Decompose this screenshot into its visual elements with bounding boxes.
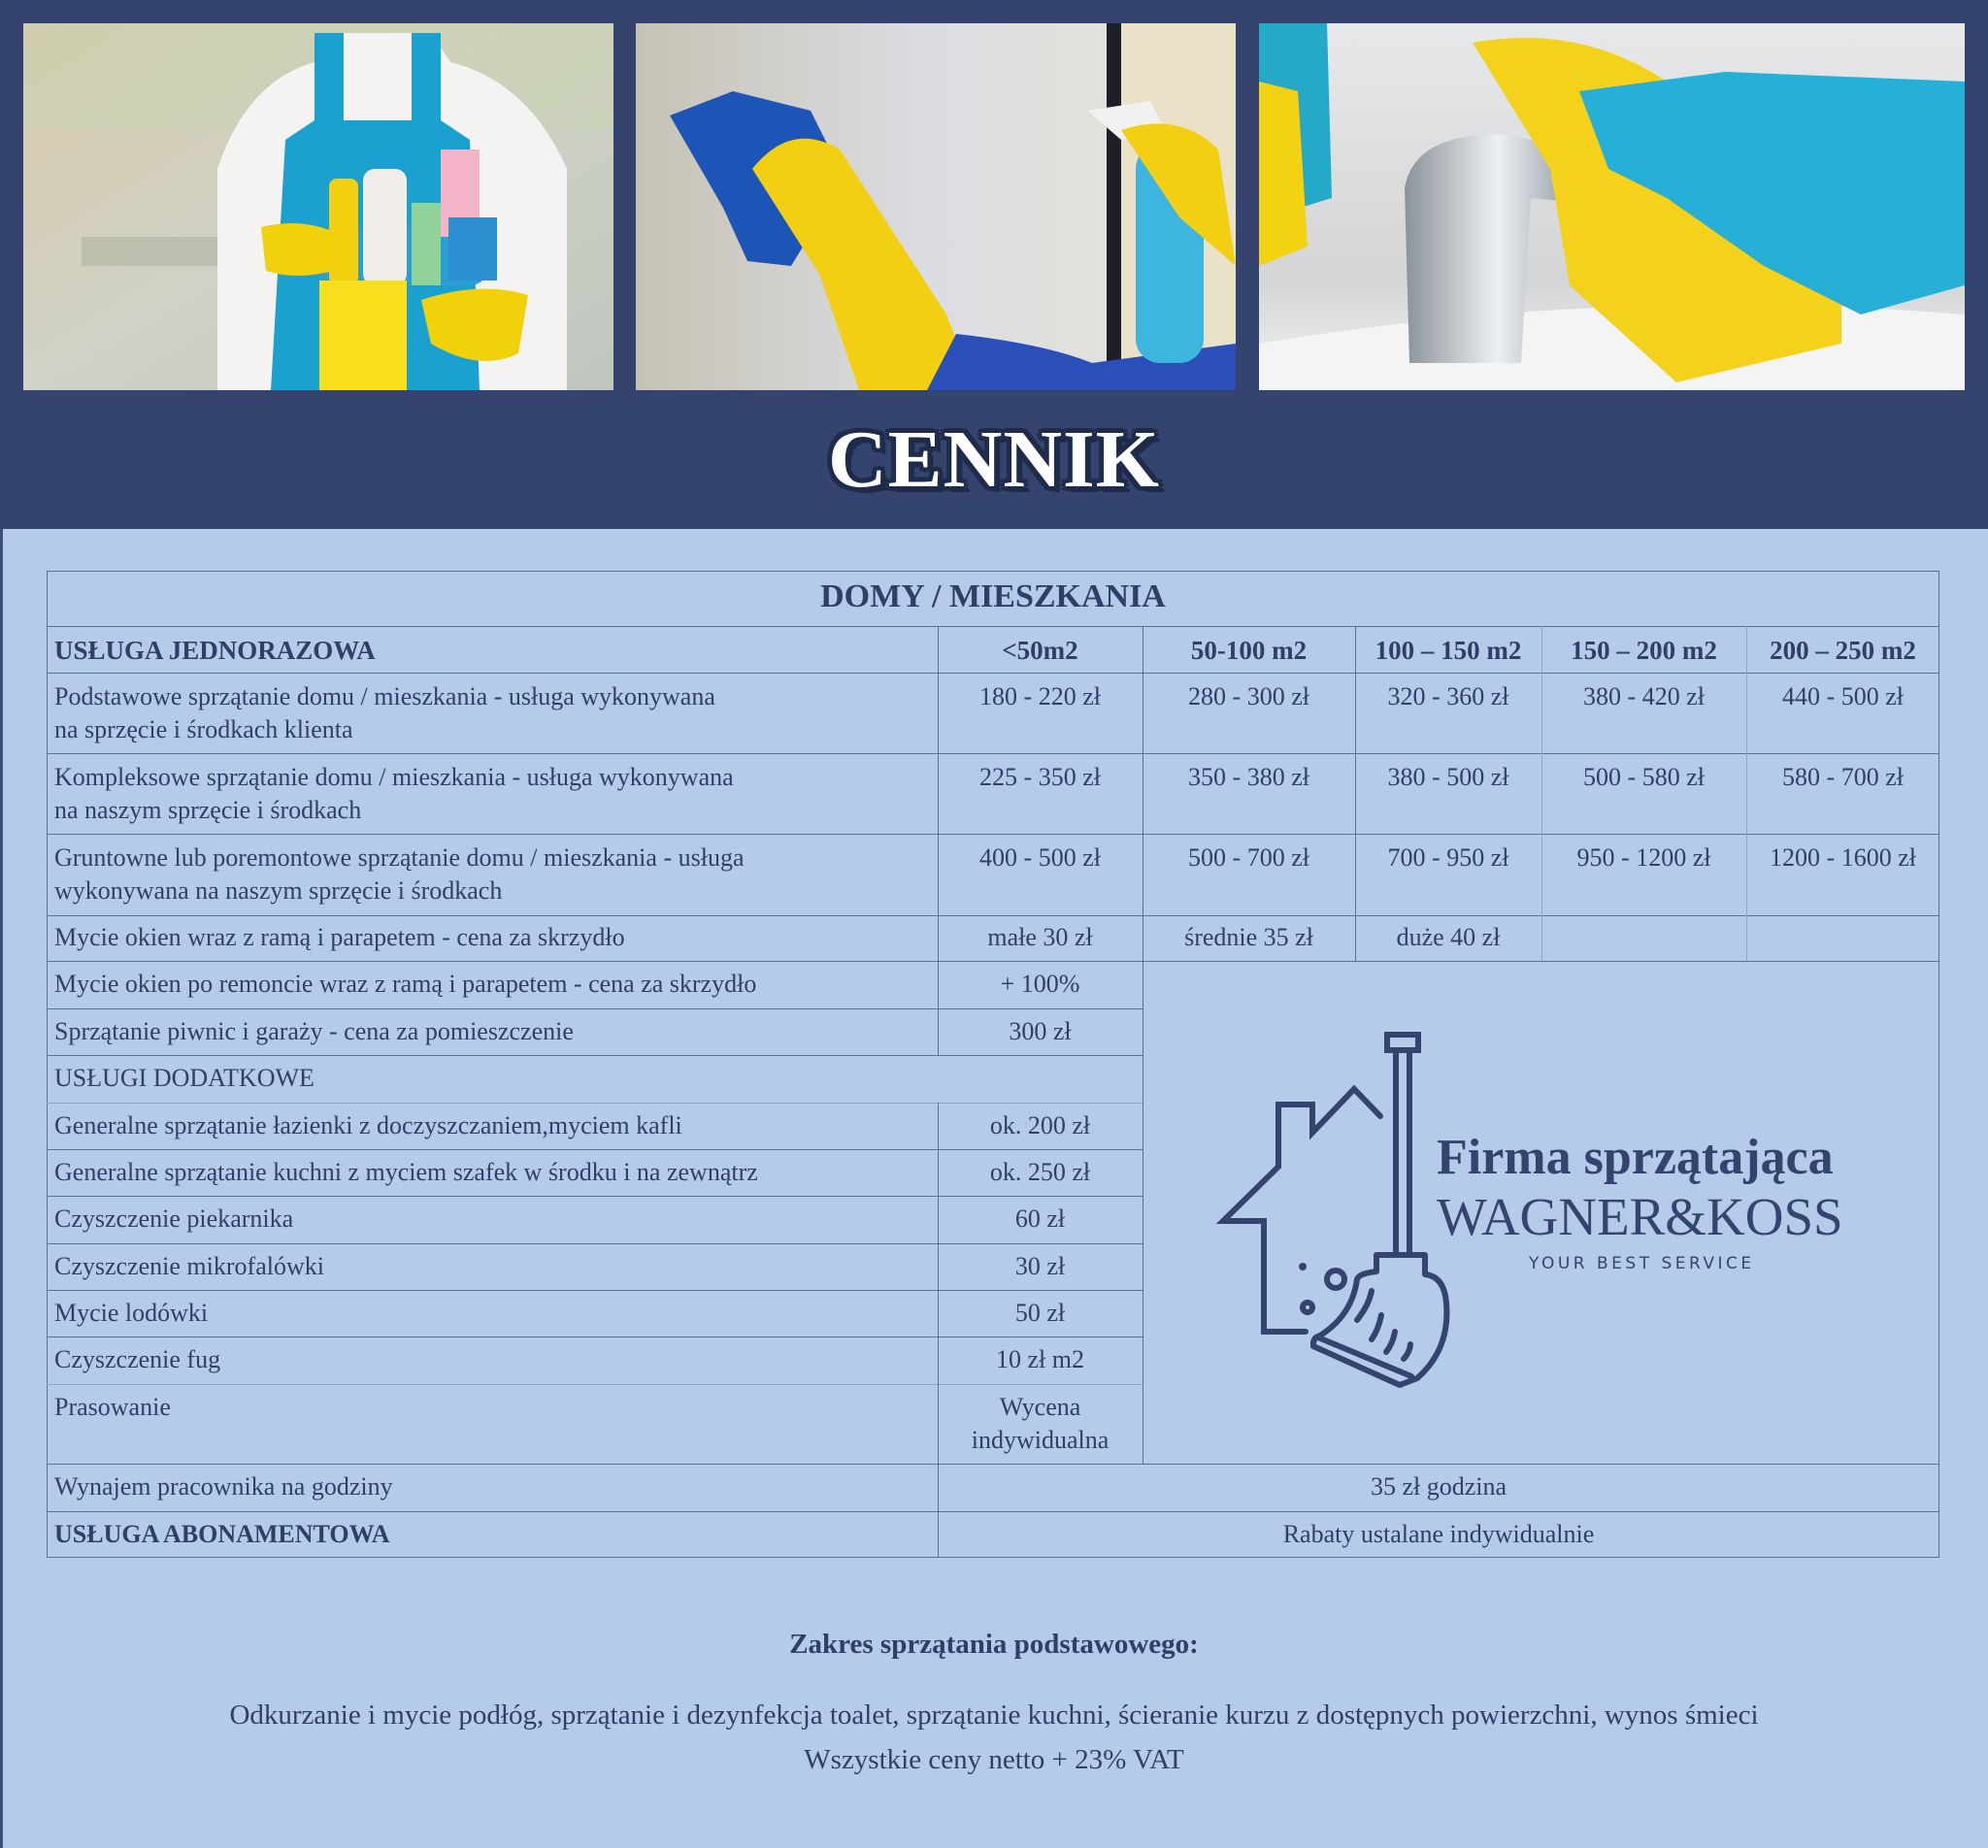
- price-cell: 280 - 300 zł: [1188, 682, 1309, 710]
- logo-company-name: WAGNER&KOSS: [1437, 1187, 1843, 1246]
- footer-heading: Zakres sprzątania podstawowego:: [789, 1629, 1199, 1660]
- table-row-label: Wynajem pracownika na godziny: [54, 1472, 393, 1501]
- column-header-size: 50-100 m2: [1190, 636, 1308, 665]
- column-header-size: 150 – 200 m2: [1571, 636, 1717, 665]
- price-cell: ok. 200 zł: [989, 1111, 1091, 1139]
- price-cell: 180 - 220 zł: [979, 682, 1101, 710]
- price-cell: ok. 250 zł: [989, 1158, 1091, 1186]
- table-row-label: Generalne sprzątanie łazienki z doczyszczaniem,myciem kafli: [54, 1111, 682, 1139]
- table-row-label: USŁUGA ABONAMENTOWA: [54, 1520, 390, 1548]
- footer-scope: Odkurzanie i mycie podłóg, sprzątanie i dezynfekcja toalet, sprzątanie kuchni, ścieranie kurzu z dostępnych powierzchni, wynos śmieci: [229, 1700, 1759, 1731]
- price-cell: małe 30 zł: [987, 923, 1093, 951]
- table-row-label: [54, 753, 928, 827]
- table-row-label: Czyszczenie mikrofalówki: [54, 1252, 324, 1280]
- window-cleaning-photo: [636, 23, 1236, 390]
- price-cell: 500 - 700 zł: [1188, 843, 1309, 872]
- price-cell: duże 40 zł: [1396, 923, 1501, 951]
- price-cell: 350 - 380 zł: [1188, 763, 1309, 791]
- price-cell: 500 - 580 zł: [1583, 763, 1705, 791]
- column-header-size: 100 – 150 m2: [1375, 636, 1522, 665]
- price-cell: Rabaty ustalane indywidualnie: [1282, 1520, 1595, 1548]
- table-row-label: Mycie okien wraz z ramą i parapetem - cena za skrzydło: [54, 923, 625, 951]
- table-row-label: Prasowanie: [54, 1393, 171, 1421]
- table-row-label: Sprzątanie piwnic i garaży - cena za pomieszczenie: [54, 1017, 574, 1045]
- price-cell: [938, 1384, 1143, 1457]
- price-cell: 400 - 500 zł: [979, 843, 1101, 872]
- price-cell: 300 zł: [1009, 1017, 1072, 1045]
- faucet-cleaning-photo: [1259, 23, 1965, 390]
- price-cell: 225 - 350 zł: [979, 763, 1101, 791]
- price-cell: 380 - 420 zł: [1583, 682, 1705, 710]
- price-cell: 1200 - 1600 zł: [1770, 843, 1916, 872]
- price-cell: 10 zł m2: [996, 1345, 1084, 1373]
- price-cell: 440 - 500 zł: [1782, 682, 1904, 710]
- price-cell: 60 zł: [1014, 1204, 1066, 1233]
- table-row-label: Mycie lodówki: [54, 1299, 209, 1327]
- logo-title: Firma sprzątająca: [1437, 1130, 1834, 1185]
- section-title: DOMY / MIESZKANIA: [820, 578, 1166, 614]
- label-line: Podstawowe sprzątanie domu / mieszkania - usługa wykonywana: [54, 682, 715, 710]
- price-cell: średnie 35 zł: [1184, 923, 1313, 951]
- table-row-label: [54, 673, 928, 746]
- label-line: na sprzęcie i środkach klienta: [54, 715, 353, 743]
- label-line: na naszym sprzęcie i środkach: [54, 796, 362, 824]
- page-title: CENNIK: [827, 414, 1161, 505]
- price-cell: 320 - 360 zł: [1387, 682, 1509, 710]
- price-cell: 30 zł: [1014, 1252, 1066, 1280]
- label-line: wykonywana na naszym sprzęcie i środkach: [54, 876, 503, 905]
- price-cell: 580 - 700 zł: [1782, 763, 1904, 791]
- cleaner-with-bucket-photo: [23, 23, 613, 390]
- price-cell: 50 zł: [1014, 1299, 1066, 1327]
- table-row-label: Czyszczenie fug: [54, 1345, 221, 1373]
- label-line: Gruntowne lub poremontowe sprzątanie domu / mieszkania - usługa: [54, 843, 745, 872]
- table-row-label: Generalne sprzątanie kuchni z myciem szafek w środku i na zewnątrz: [54, 1158, 758, 1186]
- section-subtitle: USŁUGI DODATKOWE: [54, 1064, 315, 1092]
- table-row-label: [54, 834, 928, 908]
- house-broom-logo-icon: [1204, 1019, 1456, 1398]
- column-header-size: 200 – 250 m2: [1770, 636, 1916, 665]
- price-cell: 700 - 950 zł: [1387, 843, 1509, 872]
- price-line: indywidualna: [971, 1426, 1110, 1454]
- price-cell: 35 zł godzina: [1370, 1472, 1508, 1501]
- price-cell: + 100%: [1000, 970, 1080, 998]
- footer-vat-note: Wszystkie ceny netto + 23% VAT: [804, 1744, 1184, 1775]
- logo-tagline: YOUR BEST SERVICE: [1529, 1254, 1755, 1273]
- price-cell: 380 - 500 zł: [1387, 763, 1509, 791]
- column-header-size: <50m2: [1002, 636, 1078, 665]
- table-row-label: Mycie okien po remoncie wraz z ramą i parapetem - cena za skrzydło: [54, 970, 757, 998]
- price-cell: 950 - 1200 zł: [1576, 843, 1711, 872]
- column-header-service: USŁUGA JEDNORAZOWA: [54, 636, 376, 665]
- label-line: Kompleksowe sprzątanie domu / mieszkania - usługa wykonywana: [54, 763, 734, 791]
- table-row-label: Czyszczenie piekarnika: [54, 1204, 294, 1233]
- price-line: Wycena: [999, 1393, 1081, 1421]
